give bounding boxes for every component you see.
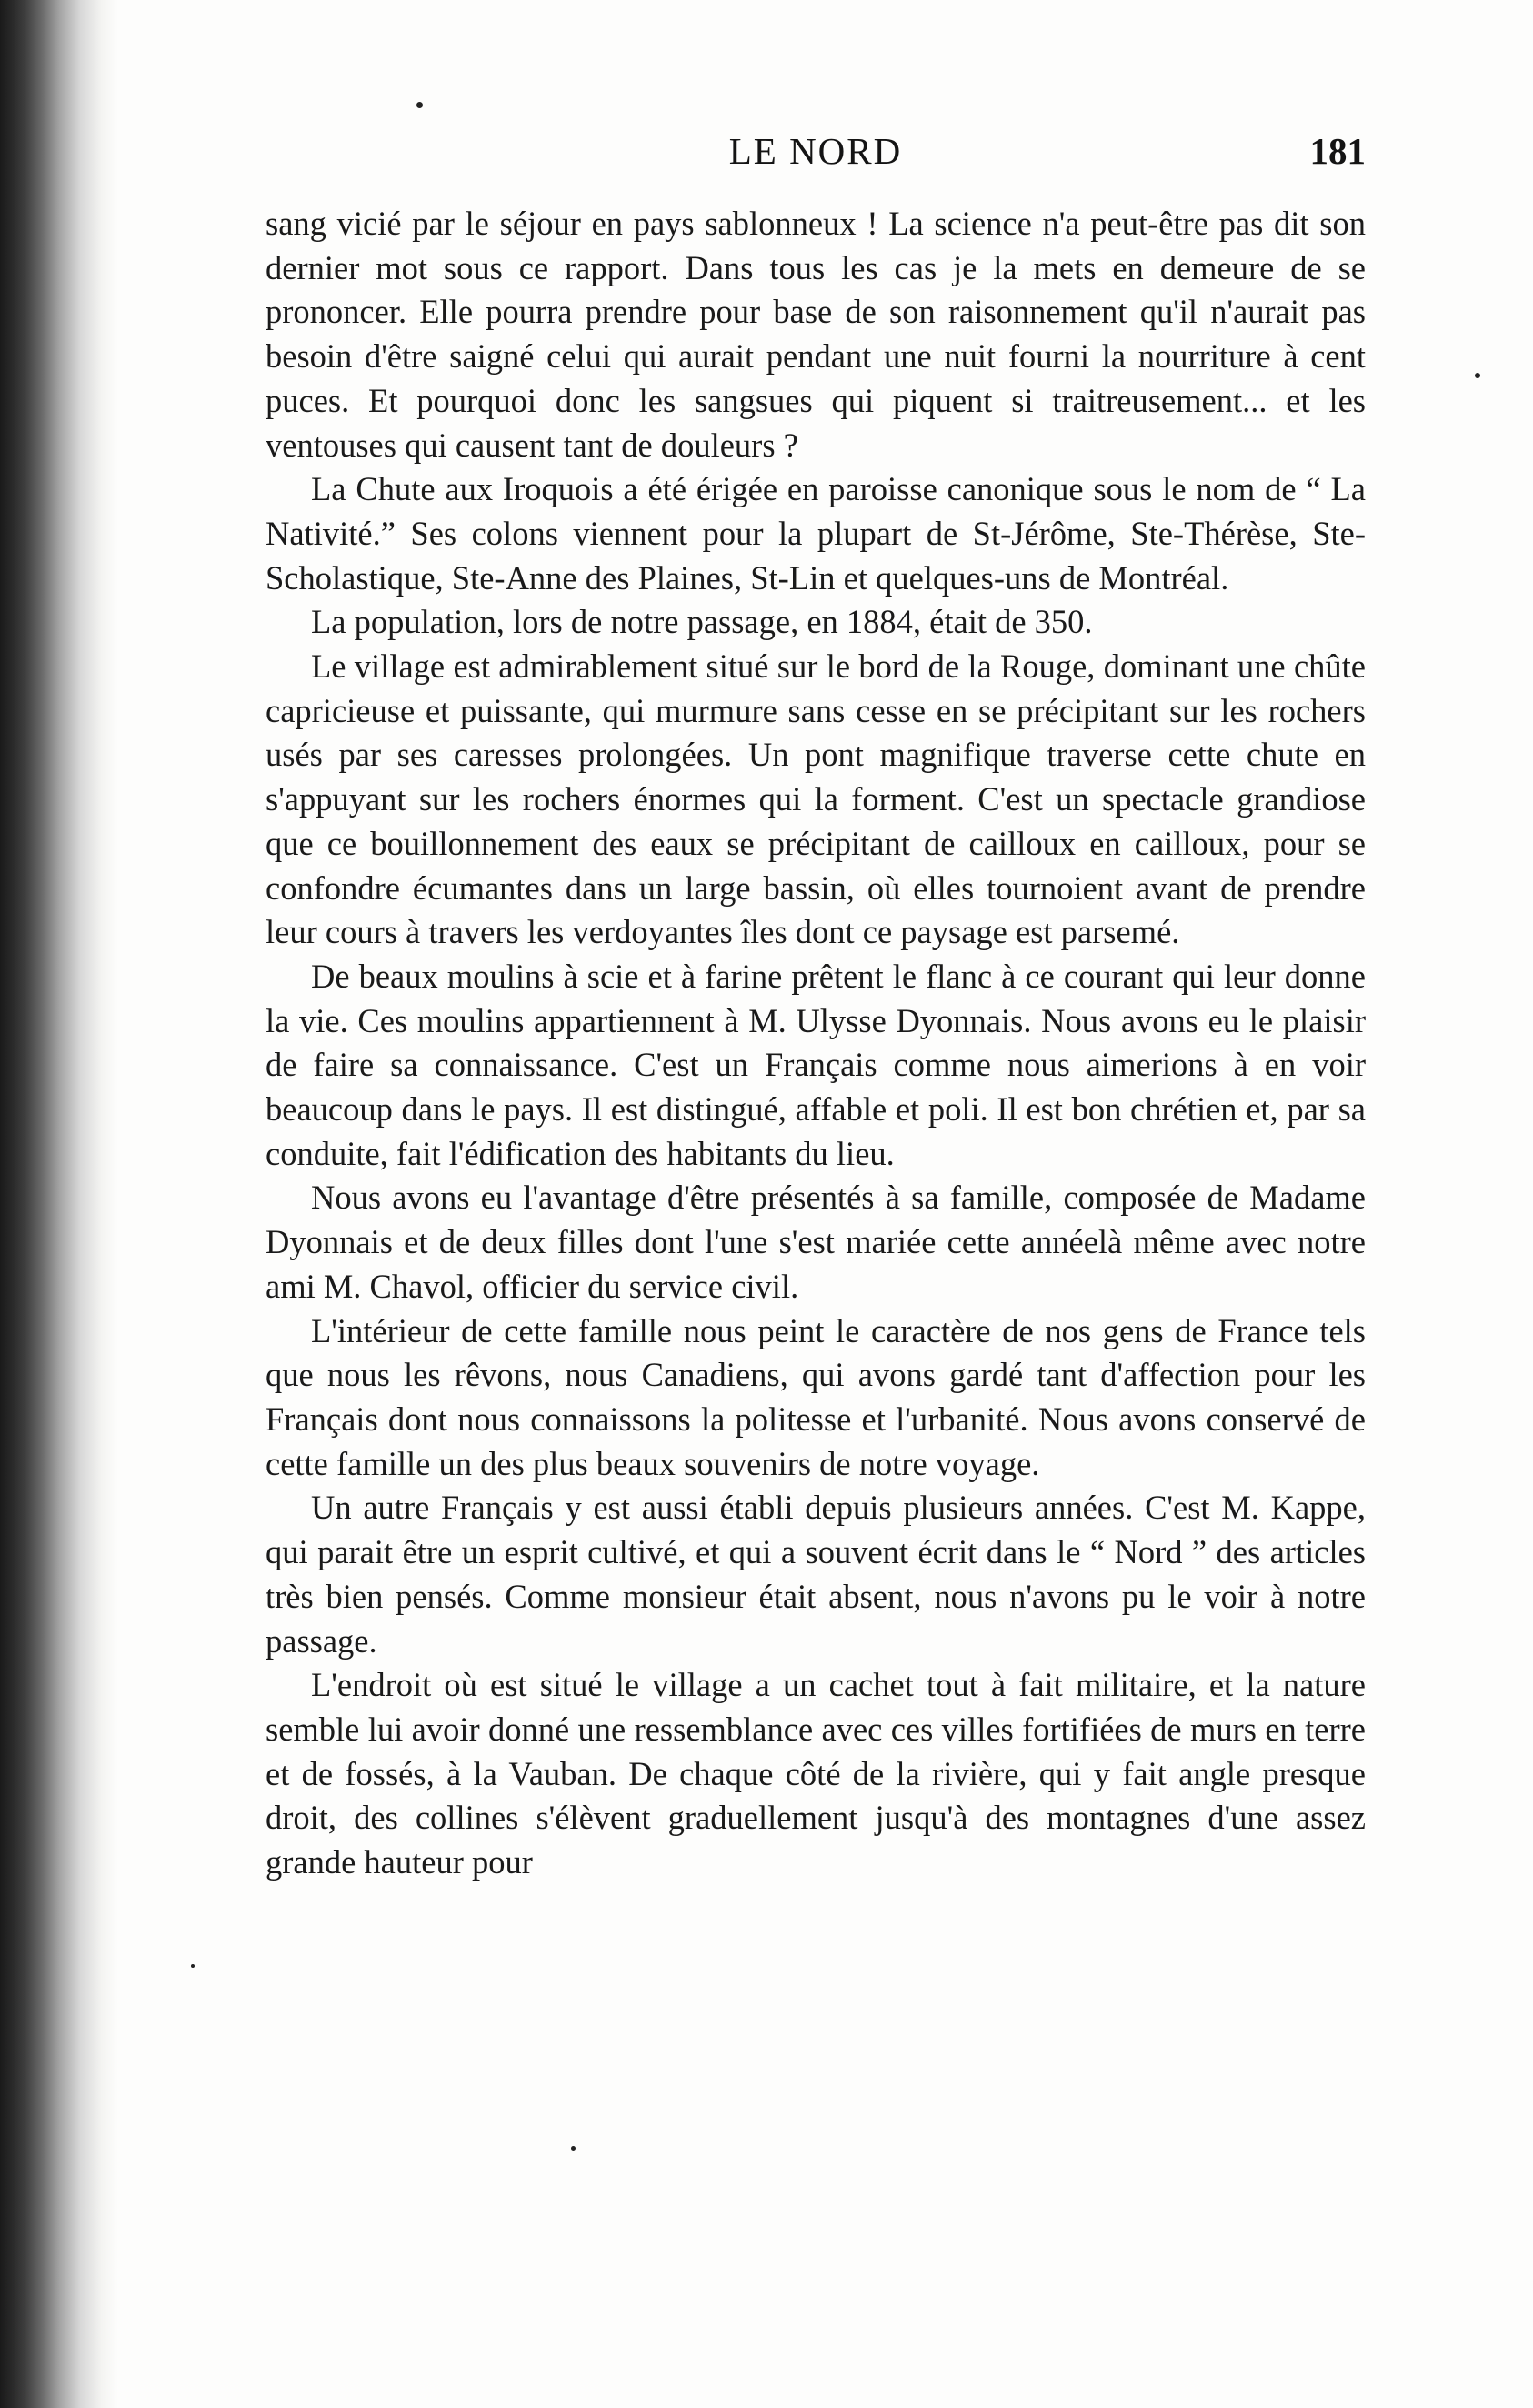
ink-speck bbox=[1475, 373, 1480, 378]
paragraph: Nous avons eu l'avantage d'être présentés à sa famille, composée de Madame Dyonnais et de deux filles dont l'une s'est mariée cette annéelà même avec notre ami M. Chavol, officier du service civil. bbox=[266, 1179, 1366, 1305]
running-head bbox=[266, 129, 1366, 175]
binding-shadow bbox=[0, 0, 118, 2408]
page-number: 181 bbox=[1309, 130, 1366, 172]
paragraph: Le village est admirablement situé sur le bord de la Rouge, dominant une chûte capricieuse et puissante, qui murmure sans cesse en se précipitant sur les rochers usés par ses caresses prolongées. Un pont magnifique traverse cette chute en s'appuyant sur les rochers énormes qui la forment. C'est un spectacle grandiose que ce bouillonnement des eaux se précipitant de cailloux en cailloux, pour se confondre écumantes dans un large bassin, où elles tournoient avant de prendre leur cours à travers les verdoyantes îles dont ce paysage est parsemé. bbox=[266, 647, 1366, 951]
paragraph: La population, lors de notre passage, en 1884, était de 350. bbox=[311, 603, 1093, 641]
running-title: LE NORD bbox=[728, 130, 903, 172]
paragraph: La Chute aux Iroquois a été érigée en paroisse canonique sous le nom de “ La Nativité.” Ses colons viennent pour la plupart de St-Jérôme, Ste-Thérèse, Ste-Scholastique, Ste-Anne des Plaines, St-Lin et quelques-uns de Montréal. bbox=[266, 470, 1366, 597]
body-text bbox=[266, 202, 1366, 1885]
paragraph: L'intérieur de cette famille nous peint le caractère de nos gens de France tels que nous les rêvons, nous Canadiens, qui avons gardé tant d'affection pour les Français dont nous connaissons la politesse et l'urbanité. Nous avons conservé de cette famille un des plus beaux souvenirs de notre voyage. bbox=[266, 1311, 1366, 1482]
paragraph: L'endroit où est situé le village a un cachet tout à fait militaire, et la nature semble lui avoir donné une ressemblance avec ces villes fortifiées de murs en terre et de fossés, à la Vauban. De chaque côté de la rivière, qui y fait angle presque droit, des collines s'élèvent graduellement jusqu'à des montagnes d'une assez grande hauteur pour bbox=[266, 1666, 1366, 1881]
ink-speck bbox=[191, 1964, 195, 1968]
paragraph: sang vicié par le séjour en pays sablonneux ! La science n'a peut-être pas dit son dernier mot sous ce rapport. Dans tous les cas je la mets en demeure de se prononcer. Elle pourra prendre pour base de son raisonnement qu'il n'aurait pas besoin d'être saigné celui qui aurait pendant une nuit fourni la nourriture à cent puces. Et pourquoi donc les sangsues qui piquent si traitreusement... et les ventouses qui causent tant de douleurs ? bbox=[266, 205, 1366, 464]
paragraph: De beaux moulins à scie et à farine prêtent le flanc à ce courant qui leur donne la vie. Ces moulins appartiennent à M. Ulysse Dyonnais. Nous avons eu le plaisir de faire sa connaissance. C'est un Français comme nous aimerions à en voir beaucoup dans le pays. Il est distingué, affable et poli. Il est bon chrétien et, par sa conduite, fait l'édification des habitants du lieu. bbox=[266, 957, 1366, 1172]
ink-speck bbox=[416, 102, 423, 108]
ink-speck bbox=[571, 2146, 576, 2151]
paragraph: Un autre Français y est aussi établi depuis plusieurs années. C'est M. Kappe, qui parait être un esprit cultivé, et qui a souvent écrit dans le “ Nord ” des articles très bien pensés. Comme monsieur était absent, nous n'avons pu le voir à notre passage. bbox=[266, 1489, 1366, 1660]
